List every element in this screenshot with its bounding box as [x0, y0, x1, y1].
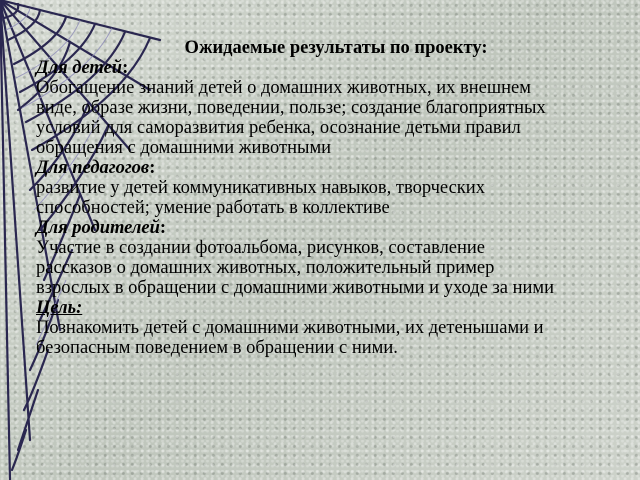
section-children: [36, 58, 626, 158]
section-heading-text: Для детей: [36, 58, 123, 78]
section-heading: [36, 158, 626, 178]
section-heading: [36, 58, 626, 78]
section-heading-text: Для родителей: [36, 218, 160, 238]
section-parents: [36, 218, 626, 298]
section-heading: [36, 218, 626, 238]
section-heading-colon: :: [122, 58, 129, 78]
page-title: Ожидаемые результаты по проекту:: [184, 38, 488, 58]
section-text: Познакомить детей с домашними животными, их детенышами и безопасным поведением в обращении с ними.: [36, 318, 544, 358]
section-heading-text: Для педагогов: [36, 158, 150, 178]
section-heading: [36, 298, 626, 318]
section-text: Участие в создании фотоальбома, рисунков, составление рассказов о домашних животных, положительный пример взрослых в обращении с домашними животными и уходе за ними: [36, 238, 555, 298]
section-text: Обогащение знаний детей о домашних животных, их внешнем виде, образе жизни, поведении, пользе; создание благоприятных условий для саморазвития ребенка, осознание детьми правил обращения с домашними животными: [36, 78, 546, 158]
slide-content: [36, 38, 626, 358]
section-goal: [36, 298, 626, 358]
section-heading-colon: :: [159, 218, 167, 238]
section-teachers: [36, 158, 626, 218]
section-heading-text: Цель:: [36, 298, 83, 318]
section-heading-colon: :: [149, 158, 156, 178]
section-text: развитие у детей коммуникативных навыков, творческих способностей; умение работать в коллективе: [36, 178, 485, 218]
